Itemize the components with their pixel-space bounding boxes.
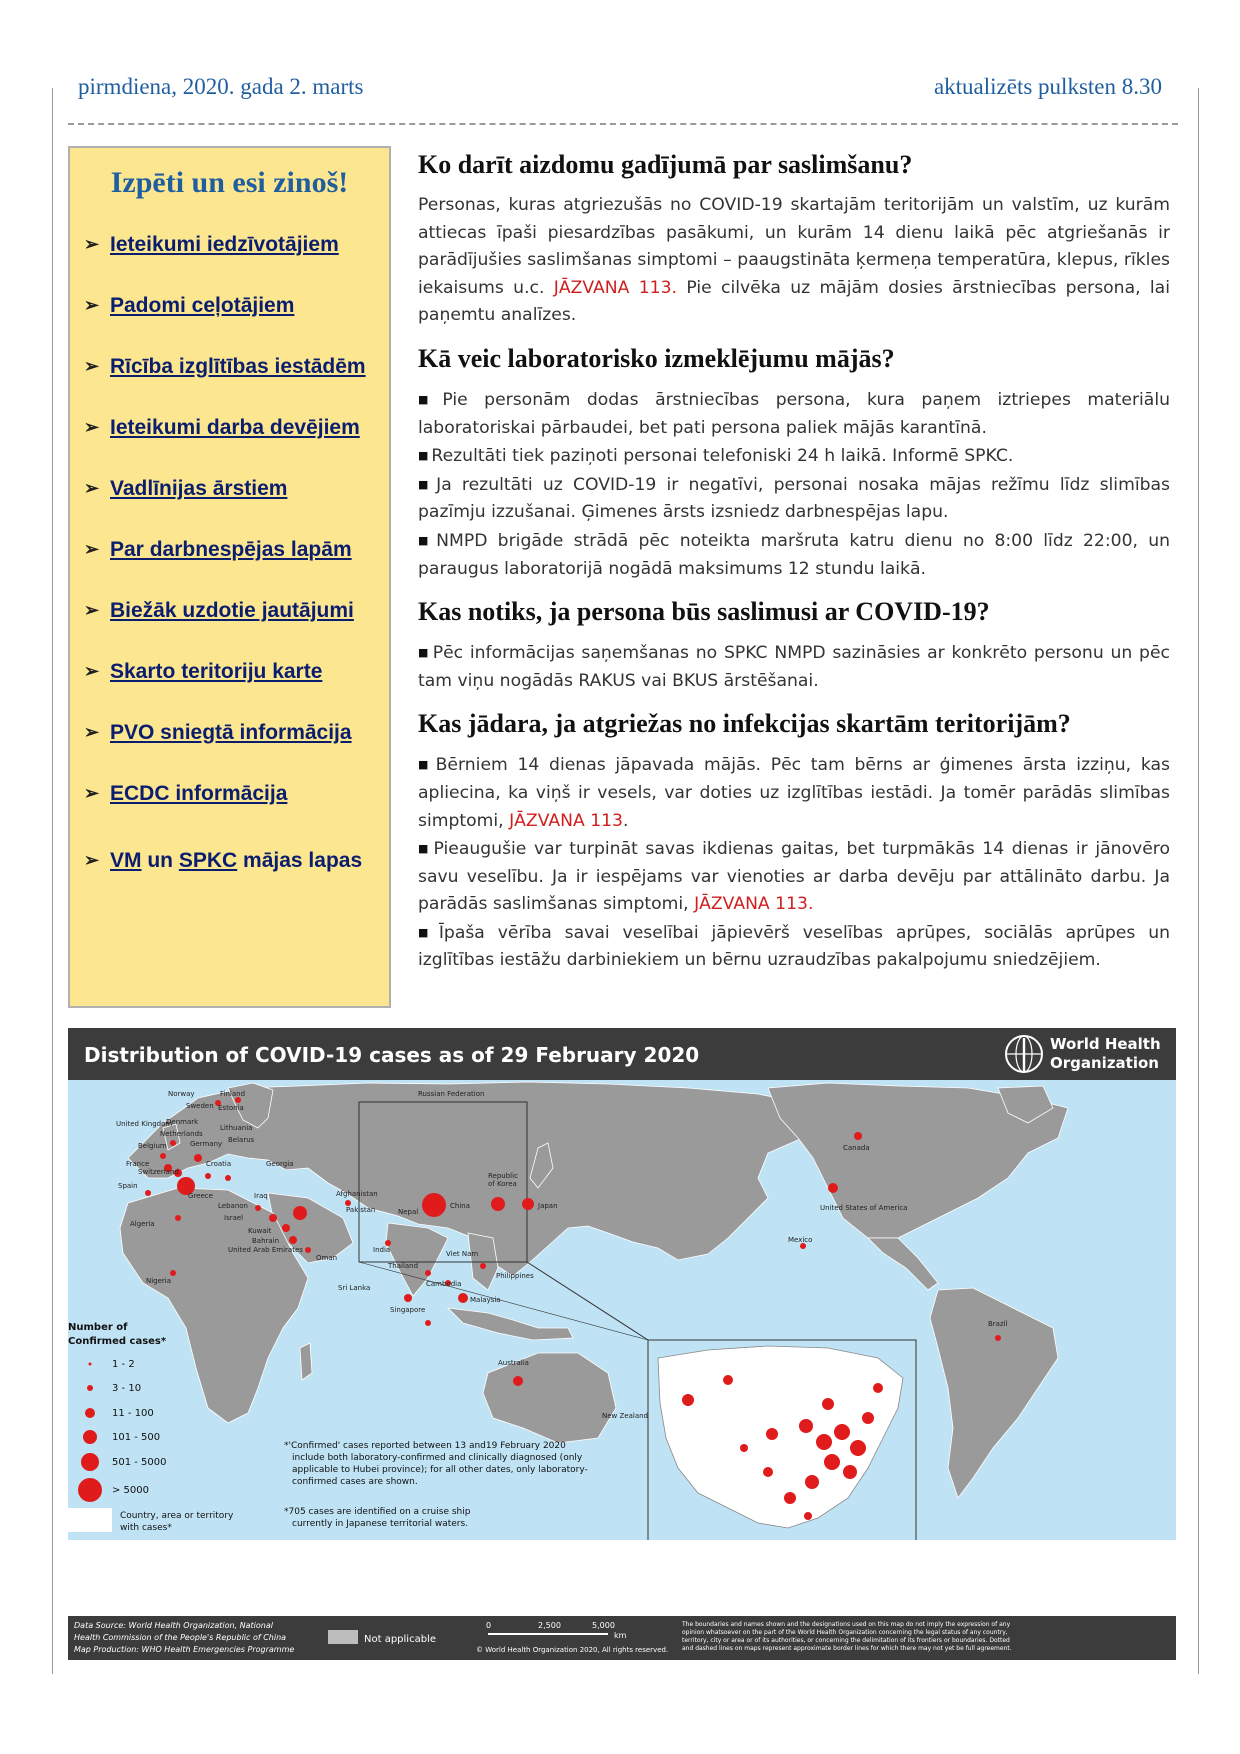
main-content <box>418 150 1170 989</box>
sidebar-and-text: un <box>147 848 173 872</box>
label-netherlands: Netherlands <box>160 1130 203 1138</box>
case-marker-africa <box>170 1270 176 1276</box>
label-georgia: Georgia <box>266 1160 294 1168</box>
link-sick-leave[interactable]: Par darbnespējas lapām <box>110 537 352 561</box>
bullet-text: . <box>623 810 629 831</box>
link-employers[interactable]: Ieteikumi darba devējiem <box>110 415 360 439</box>
label-cambodia: Cambodia <box>426 1280 462 1288</box>
label-croatia: Croatia <box>206 1160 232 1168</box>
legend-title: Confirmed cases* <box>68 1336 167 1347</box>
inset-marker <box>763 1467 773 1477</box>
case-marker-asia <box>425 1320 431 1326</box>
inset-marker <box>816 1434 832 1450</box>
inset-marker <box>740 1444 748 1452</box>
not-applicable-swatch <box>328 1630 358 1644</box>
case-marker-europe <box>194 1154 202 1162</box>
label-singapore: Singapore <box>390 1306 426 1314</box>
label-iraq: Iraq <box>254 1192 268 1200</box>
sidebar-item-ecdc <box>84 763 389 824</box>
label-algeria: Algeria <box>130 1220 155 1228</box>
square-bullet-icon: ■ <box>418 477 434 491</box>
inset-marker <box>824 1454 840 1470</box>
section-title: Ko darīt aizdomu gadījumā par saslimšanu? <box>418 150 913 179</box>
header-date: pirmdiena, 2020. gada 2. marts <box>78 74 364 99</box>
label-usa: United States of America <box>820 1204 908 1212</box>
note-line: applicable to Hubei province); for all other dates, only laboratory- <box>292 1465 588 1475</box>
label-lebanon: Lebanon <box>218 1202 248 1210</box>
emergency-call-text: JĀZVANA 113 <box>509 810 623 831</box>
case-marker-canada <box>854 1132 862 1140</box>
case-marker-middle-east <box>255 1205 261 1211</box>
bullet-item <box>418 919 1170 975</box>
bullet-text: Pēc informācijas saņemšanas no SPKC NMPD sazināsies ar konkrēto personu un pēc tam viņu nogādās RAKUS vai BKUS ārstēšanai. <box>418 643 1170 691</box>
label-israel: Israel <box>224 1214 244 1222</box>
legend-label: 11 - 100 <box>112 1408 154 1419</box>
legend-title: Number of <box>68 1322 128 1333</box>
link-residents[interactable]: Ieteikumi iedzīvotājiem <box>110 232 339 256</box>
arrow-bullet-icon: ➢ <box>84 478 100 498</box>
source-line: Data Source: World Health Organization, National <box>74 1621 273 1630</box>
legend-label: 101 - 500 <box>112 1432 161 1443</box>
note-line: confirmed cases are shown. <box>292 1477 418 1487</box>
case-marker-middle-east <box>269 1214 277 1222</box>
bullet-text: Ja rezultāti uz COVID-19 ir negatīvi, personai nosaka mājas režīmu līdz slimības pazīmju izzušanai. Ģimenes ārsts izsniedz darbnespējas lapu. <box>418 474 1170 523</box>
label-estonia: Estonia <box>218 1104 244 1112</box>
label-norway: Norway <box>168 1090 195 1098</box>
label-india: India <box>373 1246 391 1254</box>
sidebar-item-doctors <box>84 458 389 519</box>
label-canada: Canada <box>843 1144 870 1152</box>
bullet-item <box>418 386 1170 442</box>
legend-label: 1 - 2 <box>112 1359 135 1370</box>
who-name-line2: Organization <box>1050 1054 1159 1072</box>
label-switzerland: Switzerland <box>138 1168 179 1176</box>
label-belgium: Belgium <box>138 1142 167 1150</box>
sidebar-item-schools <box>84 336 389 397</box>
case-marker-europe <box>145 1190 151 1196</box>
label-oman: Oman <box>316 1254 338 1262</box>
legend-label: 501 - 5000 <box>112 1457 167 1468</box>
legend-marker <box>81 1453 99 1471</box>
label-france: France <box>126 1160 150 1168</box>
square-bullet-icon: ■ <box>418 646 430 660</box>
map-title: Distribution of COVID-19 cases as of 29 February 2020 <box>84 1043 700 1067</box>
arrow-bullet-icon: ➢ <box>84 356 100 376</box>
label-lithuania: Lithuania <box>220 1124 253 1132</box>
inset-marker <box>784 1492 796 1504</box>
label-thailand: Thailand <box>388 1262 419 1270</box>
label-brazil: Brazil <box>988 1320 1008 1328</box>
legend-marker <box>78 1478 102 1502</box>
case-marker-europe <box>225 1175 231 1181</box>
note-line: *'Confirmed' cases reported between 13 and19 February 2020 <box>284 1441 566 1451</box>
section-if-infected <box>418 597 1170 695</box>
inset-marker <box>862 1412 874 1424</box>
label-denmark: Denmark <box>166 1118 199 1126</box>
inset-marker <box>804 1512 812 1520</box>
sidebar-websites-text: mājas lapas <box>243 848 363 872</box>
sidebar-item-residents <box>84 214 389 275</box>
emergency-call-text: JĀZVANA 113. <box>553 277 678 298</box>
square-bullet-icon: ■ <box>418 449 429 463</box>
section-returning <box>418 709 1170 975</box>
bullet-item <box>418 835 1170 919</box>
label-afghanistan: Afghanistan <box>336 1190 378 1198</box>
legend-country-label: Country, area or territory <box>120 1511 234 1521</box>
bullet-item <box>418 527 1170 583</box>
square-bullet-icon: ■ <box>418 842 431 856</box>
emergency-call-text: JĀZVANA 113. <box>694 894 814 915</box>
label-korea: Republic <box>488 1172 518 1180</box>
sidebar-item-faq <box>84 580 389 641</box>
bullet-text: Rezultāti tiek paziņoti personai telefoniski 24 h laikā. Informē SPKC. <box>431 446 1014 467</box>
label-uae: United Arab Emirates <box>228 1246 303 1254</box>
arrow-bullet-icon: ➢ <box>84 661 100 681</box>
resources-sidebar <box>68 146 391 1008</box>
case-marker-middle-east <box>305 1247 311 1253</box>
legend-country-swatch <box>68 1508 112 1532</box>
case-marker-korea <box>491 1197 505 1211</box>
scale-label: 2,500 <box>538 1621 561 1630</box>
label-russia: Russian Federation <box>418 1090 485 1098</box>
bullet-item <box>418 442 1170 471</box>
label-bahrain: Bahrain <box>252 1237 280 1245</box>
bullet-text: Pie personām dodas ārstniecības persona, kura paņem iztriepes materiālu laboratoriskai pārbaudei, bet pati persona paliek mājās karantīnā. <box>418 389 1170 438</box>
scale-label: 5,000 <box>592 1621 615 1630</box>
sidebar-item-websites <box>84 830 389 891</box>
disclaimer-line: and dashed lines on maps represent approximate border lines for which there may not yet be full agreement. <box>682 1645 1012 1652</box>
label-nepal: Nepal <box>398 1208 419 1216</box>
disclaimer-line: The boundaries and names shown and the designations used on this map do not imply the expression of any <box>682 1621 1011 1628</box>
link-ecdc-info[interactable]: ECDC informācija <box>110 781 288 805</box>
section-title: Kas jādara, ja atgriežas no infekcijas skartām teritorijām? <box>418 709 1071 739</box>
sidebar-item-sick-leave <box>84 519 389 580</box>
disclaimer-line: territory, city or area or of its authorities, or concerning the delimitation of its frontiers or boundaries. Dotted <box>682 1637 1010 1644</box>
label-australia: Australia <box>498 1359 529 1367</box>
case-marker-asia <box>458 1293 468 1303</box>
not-applicable-label: Not applicable <box>364 1634 436 1645</box>
legend-label: > 5000 <box>112 1485 150 1496</box>
link-schools[interactable]: Rīcība izglītības iestādēm <box>110 354 366 378</box>
label-belarus: Belarus <box>228 1136 255 1144</box>
label-philippines: Philippines <box>496 1272 534 1280</box>
link-affected-map[interactable]: Skarto teritoriju karte <box>110 659 323 683</box>
header-updated: aktualizēts pulksten 8.30 <box>933 74 1162 99</box>
case-marker-asia <box>480 1263 486 1269</box>
case-marker-japan <box>522 1198 534 1210</box>
label-srilanka: Sri Lanka <box>338 1284 371 1292</box>
label-china: China <box>450 1202 470 1210</box>
note-line: *705 cases are identified on a cruise ship <box>284 1507 471 1517</box>
case-marker-asia <box>404 1294 412 1302</box>
inset-marker <box>682 1394 694 1406</box>
label-spain: Spain <box>118 1182 138 1190</box>
section-title: Kā veic laboratorisko izmeklējumu mājās? <box>418 343 895 373</box>
sidebar-link-list <box>70 214 389 891</box>
legend-country-label: with cases* <box>120 1523 172 1533</box>
map-svg <box>68 1028 1176 1660</box>
label-newzealand: New Zealand <box>602 1412 648 1420</box>
who-name-line1: World Health <box>1050 1035 1161 1053</box>
sidebar-item-employers <box>84 397 389 458</box>
arrow-bullet-icon: ➢ <box>84 234 100 254</box>
case-marker-middle-east <box>282 1224 290 1232</box>
arrow-bullet-icon: ➢ <box>84 539 100 559</box>
source-line: Health Commission of the People's Republic of China <box>74 1633 287 1642</box>
label-uk: United Kingdom <box>116 1120 173 1128</box>
arrow-bullet-icon: ➢ <box>84 722 100 742</box>
copyright: © World Health Organization 2020, All rights reserved. <box>476 1646 669 1654</box>
bullet-item <box>418 751 1170 835</box>
note-line: currently in Japanese territorial waters. <box>292 1519 469 1529</box>
case-marker-china <box>422 1193 446 1217</box>
page-border-right <box>1198 88 1199 1674</box>
bullet-text: Bērniem 14 dienas jāpavada mājās. Pēc tam bērns ar ģimenes ārsta izziņu, kas apliecina, ka viņš ir vesels, var doties uz izglītības iestādi. Ja tomēr parādās slimības simptomi, <box>418 755 1170 831</box>
case-marker-africa <box>175 1215 181 1221</box>
sidebar-item-who <box>84 702 389 763</box>
link-faq[interactable]: Biežāk uzdotie jautājumi <box>110 598 354 622</box>
section-paragraph <box>418 192 1170 330</box>
sidebar-item-map <box>84 641 389 702</box>
label-finland: Finland <box>220 1090 246 1098</box>
bullet-text: Īpaša vērība savai veselībai jāpievērš veselības aprūpes, sociālās aprūpes un izglītības iestāžu darbiniekiem un bērnu uzraudzības pakalpojumu sniedzējiem. <box>418 922 1170 971</box>
square-bullet-icon: ■ <box>418 392 440 406</box>
square-bullet-icon: ■ <box>418 533 434 547</box>
case-marker-middle-east <box>289 1236 297 1244</box>
scale-label: 0 <box>486 1621 492 1630</box>
who-covid-map <box>68 1028 1176 1660</box>
legend-marker <box>87 1385 93 1391</box>
arrow-bullet-icon: ➢ <box>84 783 100 803</box>
legend-marker <box>89 1363 92 1366</box>
label-greece: Greece <box>188 1192 213 1200</box>
label-korea: of Korea <box>488 1180 517 1188</box>
legend-label: 3 - 10 <box>112 1383 142 1394</box>
legend-marker <box>83 1430 97 1444</box>
page-border-left <box>52 88 53 1674</box>
disclaimer-line: opinion whatsoever on the part of the World Health Organization concerning the legal status of any country, <box>682 1629 1008 1636</box>
label-nigeria: Nigeria <box>146 1277 172 1285</box>
bullet-text: Pieaugušie var turpināt savas ikdienas gaitas, bet turpmākās 14 dienas ir jānovēro savu veselību. Ja ir iespējams var vienoties ar darba devēju par attālināto darbu. Ja parādās saslimšanas simptomi, <box>418 839 1170 915</box>
label-japan: Japan <box>538 1202 558 1210</box>
case-marker-australia <box>513 1376 523 1386</box>
square-bullet-icon: ■ <box>418 925 436 939</box>
arrow-bullet-icon: ➢ <box>84 417 100 437</box>
square-bullet-icon: ■ <box>418 758 433 772</box>
label-sweden: Sweden <box>186 1102 214 1110</box>
legend-marker <box>85 1408 95 1418</box>
arrow-bullet-icon: ➢ <box>84 600 100 620</box>
arrow-bullet-icon: ➢ <box>84 295 100 315</box>
label-kuwait: Kuwait <box>248 1227 272 1235</box>
paragraph-text: Personas, kuras atgriezušās no COVID-19 skartajām teritorijām un valstīm, uz kurām attiecas īpaši piesardzības pasākumi, un kurām 14 dienu laikā pēc atgriešanās ir parādījušies saslimšanas simptomi – paaugstināta ķermeņa temperatūra, klepus, rīkles iekaisums u.c. <box>418 195 1170 298</box>
inset-marker <box>850 1440 866 1456</box>
header-divider <box>68 123 1178 125</box>
section-home-testing <box>418 344 1170 583</box>
inset-marker <box>723 1375 733 1385</box>
case-marker-europe <box>170 1140 176 1146</box>
source-line: Map Production: WHO Health Emergencies Programme <box>74 1645 295 1654</box>
scale-unit: km <box>614 1631 627 1640</box>
link-doctors[interactable]: Vadlīnijas ārstiem <box>110 476 288 500</box>
case-marker-iran <box>293 1206 307 1220</box>
inset-marker <box>873 1383 883 1393</box>
case-marker-usa <box>828 1183 838 1193</box>
label-germany: Germany <box>190 1140 223 1148</box>
sidebar-title: Izpēti un esi zinoš! <box>110 166 349 199</box>
link-vm[interactable]: VM <box>110 848 142 872</box>
bullet-item <box>418 639 1170 695</box>
case-marker-asia <box>425 1270 431 1276</box>
case-marker-europe <box>205 1173 211 1179</box>
sidebar-item-travelers <box>84 275 389 336</box>
label-vietnam: Viet Nam <box>446 1250 479 1258</box>
link-travelers[interactable]: Padomi ceļotājiem <box>110 293 295 317</box>
case-marker-brazil <box>995 1335 1001 1341</box>
inset-marker <box>843 1465 857 1479</box>
label-pakistan: Pakistan <box>346 1206 376 1214</box>
inset-marker <box>766 1428 778 1440</box>
arrow-bullet-icon: ➢ <box>84 850 100 870</box>
label-mexico: Mexico <box>788 1236 813 1244</box>
link-spkc[interactable]: SPKC <box>178 848 238 872</box>
inset-marker <box>805 1475 819 1489</box>
inset-marker <box>834 1424 850 1440</box>
section-suspicion <box>418 150 1170 330</box>
link-who-info[interactable]: PVO sniegtā informācija <box>110 720 352 744</box>
paragraph-text: Pie cilvēka uz mājām dosies ārstniecības persona, lai paņemtu analīzes. <box>418 277 1170 326</box>
section-title: Kas notiks, ja persona būs saslimusi ar COVID-19? <box>418 597 990 627</box>
inset-marker <box>822 1398 834 1410</box>
bullet-text: NMPD brigāde strādā pēc noteikta maršruta katru dienu no 8:00 līdz 22:00, un paraugus laboratorijā nogādā maksimums 12 stundu laikā. <box>418 530 1170 579</box>
bullet-item <box>418 471 1170 527</box>
case-marker-europe <box>160 1153 166 1159</box>
note-line: include both laboratory-confirmed and clinically diagnosed (only <box>292 1453 583 1463</box>
inset-marker <box>799 1419 813 1433</box>
label-malaysia: Malaysia <box>470 1296 501 1304</box>
who-logo-icon <box>1006 1036 1042 1072</box>
